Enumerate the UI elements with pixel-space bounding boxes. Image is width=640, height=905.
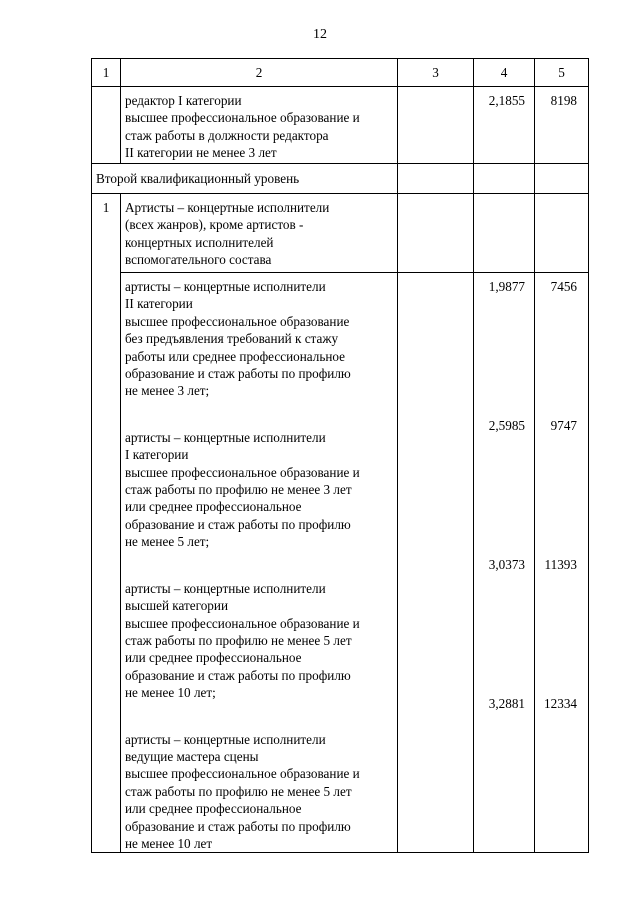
coefficient-value: 3,0373 [488, 557, 525, 572]
level-row [92, 164, 589, 194]
empty-cell [474, 194, 535, 273]
group-title: Артисты – концертные исполнители (всех жанров), кроме артистов - концертных исполнителей вспомогательного состава [125, 200, 330, 268]
group-items-cell [121, 273, 398, 853]
header-col-1: 1 [92, 59, 121, 87]
list-item: артисты – концертные исполнители ведущие мастера сцены высшее профессиональное образование и стаж работы по профилю не менее 5 лет или среднее профессиональное образование и стаж работы по профилю не менее 10 лет [125, 731, 360, 851]
empty-cell [398, 194, 474, 273]
position-description [121, 87, 398, 164]
table-header-row [92, 59, 589, 87]
header-col-3: 3 [398, 59, 474, 87]
coefficient-value: 2,5985 [488, 418, 525, 433]
empty-cell [535, 164, 589, 194]
group-items-row [92, 273, 589, 853]
coefficient-value: 1,9877 [488, 279, 525, 294]
list-item: артисты – концертные исполнители II категории высшее профессиональное образование без предъявления требований к стажу работы или среднее профессиональное образование и стаж работы по профилю не менее 3 лет; [125, 279, 351, 399]
salary-value: 12334 [544, 696, 577, 711]
page-number: 12 [313, 27, 327, 42]
position-text: редактор I категории высшее профессиональное образование и стаж работы в должности редактора II категории не менее 3 лет [125, 93, 360, 161]
coefficient-cell: 2,1855 [474, 87, 535, 164]
coefficient-value: 3,2881 [488, 696, 525, 711]
empty-cell [398, 164, 474, 194]
list-item: артисты – концертные исполнители высшей категории высшее профессиональное образование и стаж работы по профилю не менее 5 лет или среднее профессиональное образование и стаж работы по профилю не менее 10 лет; [125, 580, 360, 701]
empty-cell [398, 273, 474, 853]
header-col-2: 2 [121, 59, 398, 87]
coefficient-column [474, 273, 535, 853]
qualification-level-title: Второй квалификационный уровень [92, 164, 398, 194]
header-col-5: 5 [535, 59, 589, 87]
group-number: 1 [92, 194, 121, 853]
empty-cell [398, 87, 474, 164]
list-item: артисты – концертные исполнители I категории высшее профессиональное образование и стаж работы по профилю не менее 3 лет или среднее профессиональное образование и стаж работы по профилю не менее 5 лет; [125, 429, 360, 550]
table-row [92, 87, 589, 164]
salary-value: 9747 [550, 418, 577, 433]
empty-cell [535, 194, 589, 273]
salary-column [535, 273, 589, 853]
header-col-4: 4 [474, 59, 535, 87]
salary-value: 7456 [550, 279, 577, 294]
empty-cell [92, 87, 121, 164]
salary-table [91, 58, 589, 853]
salary-cell: 8198 [535, 87, 589, 164]
group-title-row [92, 194, 589, 273]
salary-value: 11393 [544, 557, 577, 572]
group-title-cell [121, 194, 398, 273]
empty-cell [474, 164, 535, 194]
